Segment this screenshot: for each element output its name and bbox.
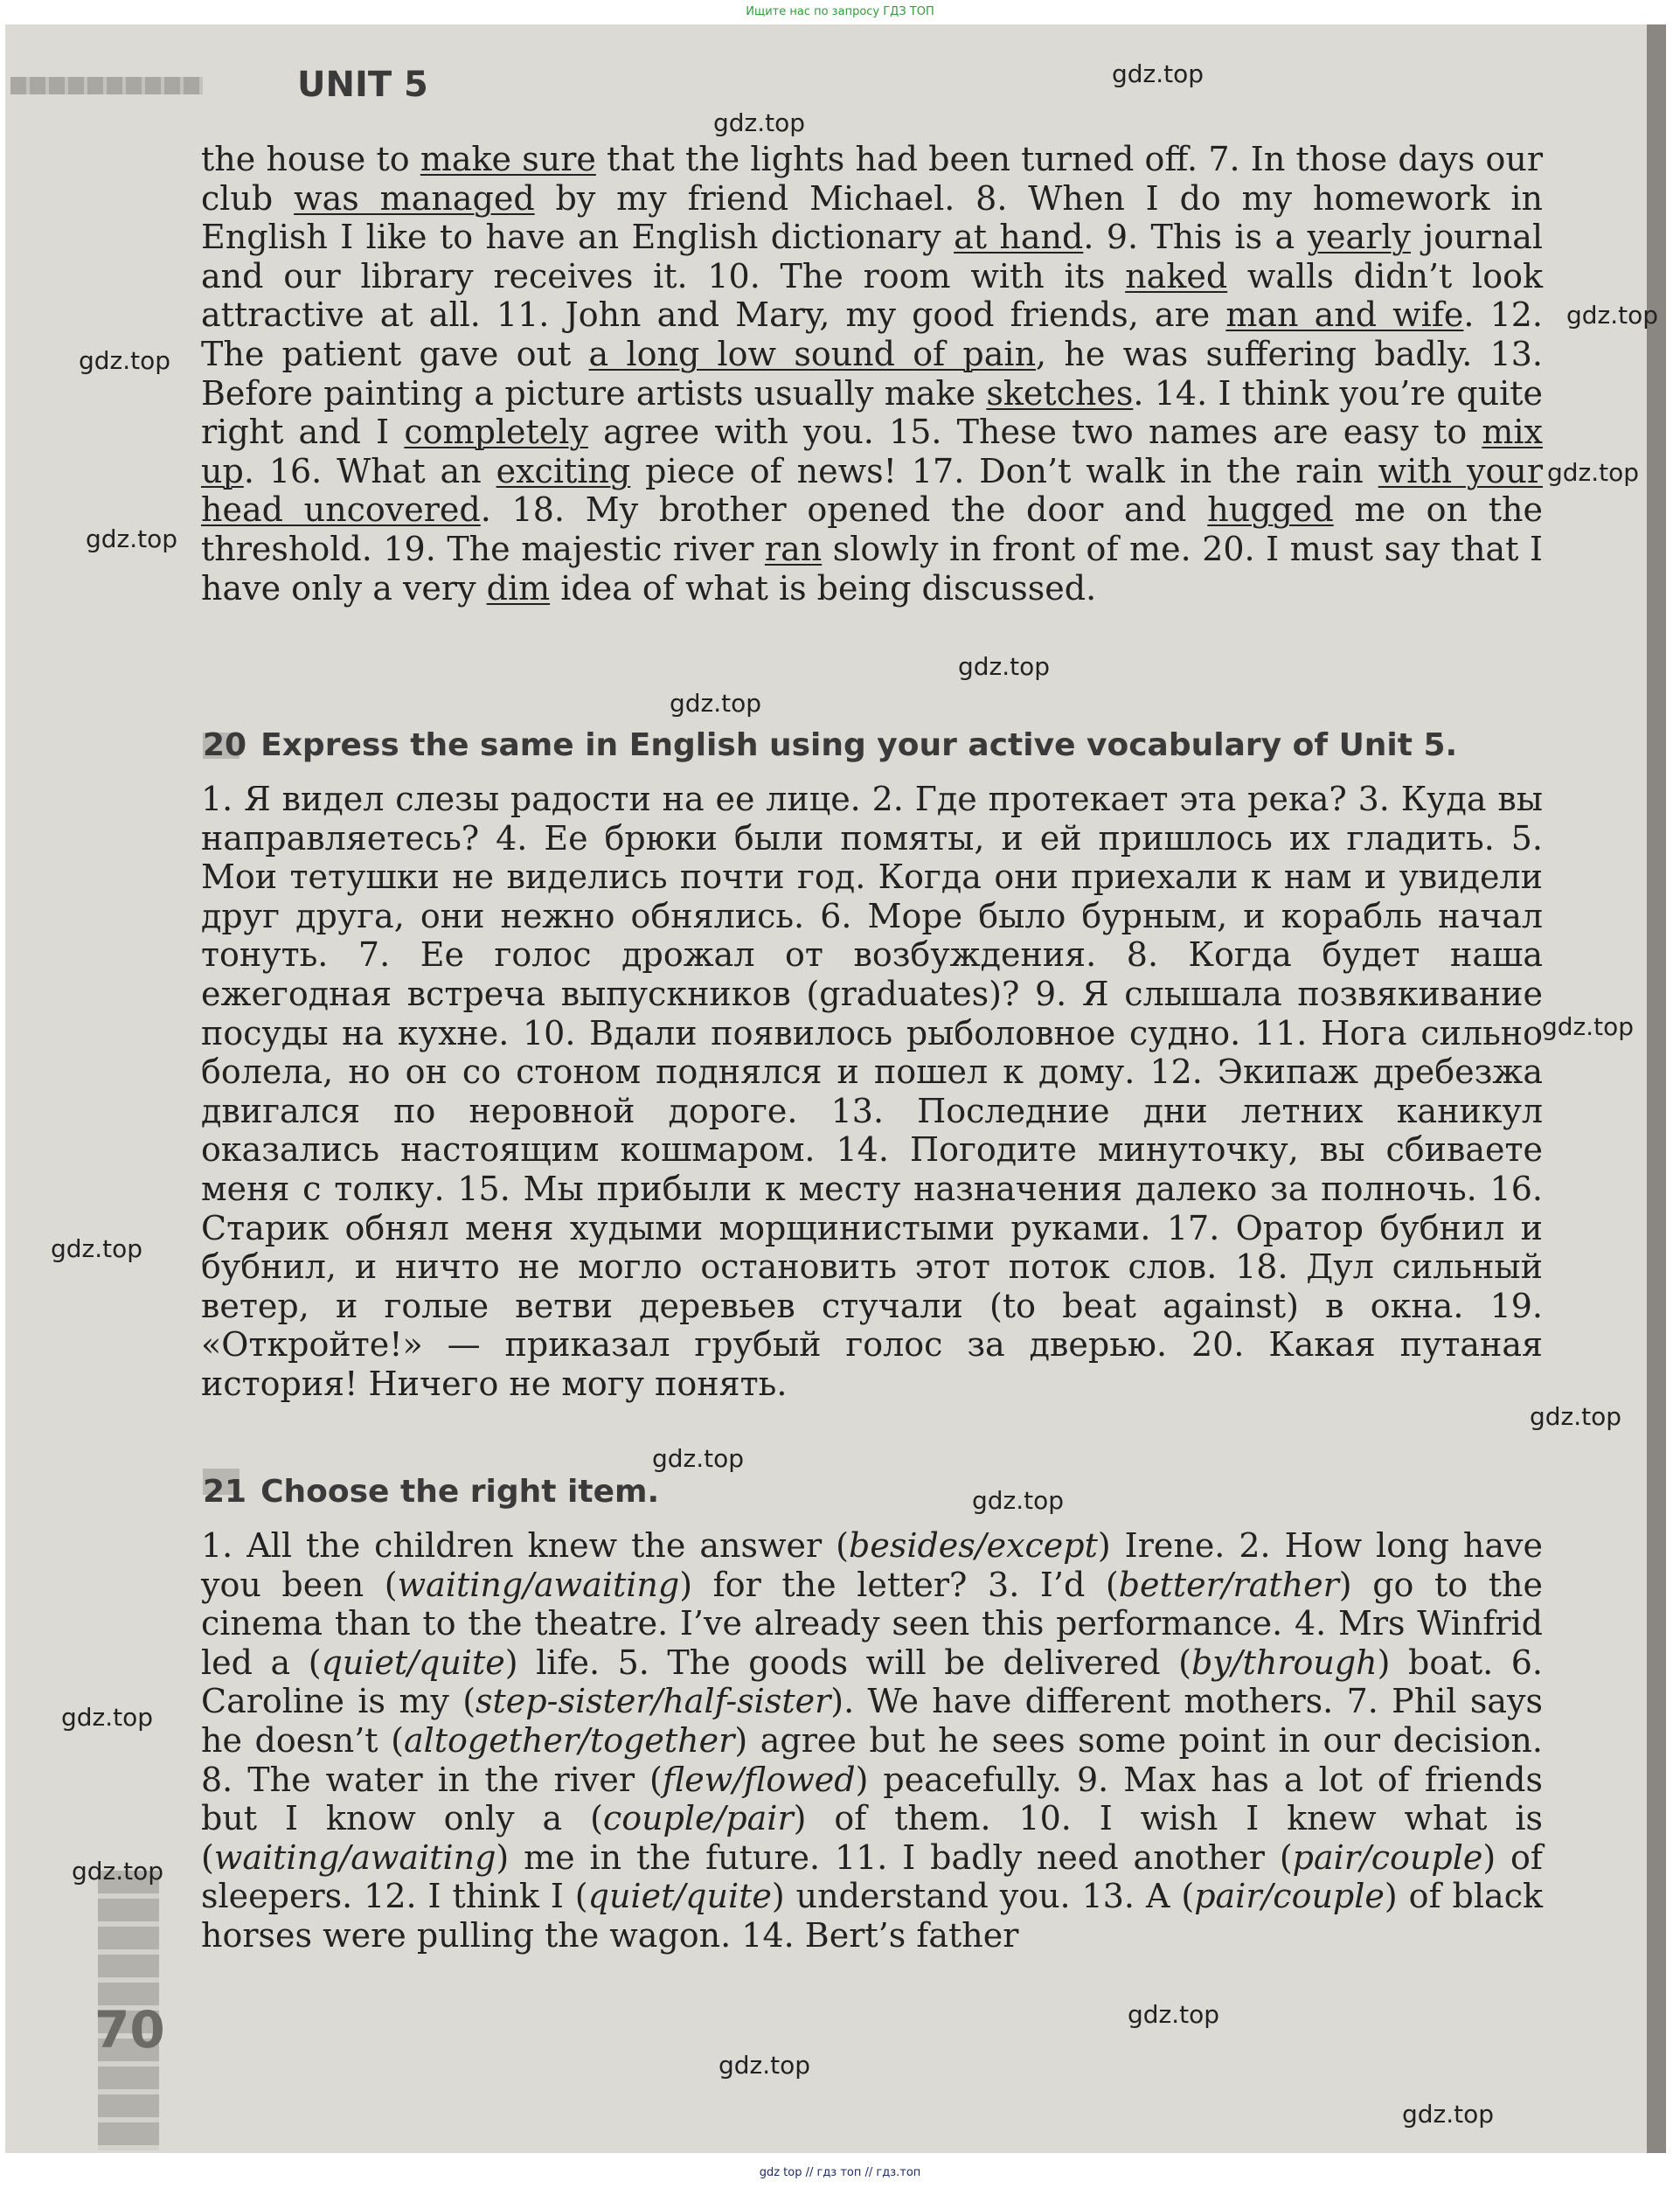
text-run: ) go to the cinema than to the theatre. I’ve already seen this performance. 4. Mrs Winfrid led a ( (201, 1565, 1543, 1682)
text-run: that the lights had been turned off. 7. In those days our club (201, 140, 1543, 218)
watermark: gdz.top (1547, 458, 1640, 487)
text-run: the house to (201, 140, 420, 178)
text-run: ) of them. 10. I wish I knew what is ( (201, 1799, 1543, 1877)
underlined-phrase: was managed (294, 178, 535, 218)
watermark: gdz.top (86, 524, 178, 553)
underlined-phrase: make sure (420, 140, 596, 178)
underlined-phrase: with your head uncovered (201, 451, 1544, 530)
choice-options: waiting/awaiting (213, 1837, 496, 1877)
choice-options: waiting/awaiting (397, 1565, 680, 1604)
text-run: ) boat. 6. Caroline is my ( (201, 1643, 1544, 1721)
underlined-phrase: at hand (954, 218, 1084, 257)
text-run: ) for the letter? 3. I’d ( (679, 1565, 1119, 1604)
text-run: journal and our library receives it. 10. The room with its (201, 218, 1544, 295)
text-run: agree with you. 15. These two names are easy to (587, 413, 1482, 452)
exercise-20-title: Express the same in English using your active vocabulary of Unit 5. (260, 727, 1458, 763)
text-run: ). We have different mothers. 7. Phil says he doesn’t ( (201, 1682, 1543, 1760)
underlined-phrase: man and wife (1225, 295, 1464, 335)
underlined-phrase: yearly (1307, 218, 1411, 257)
text-run: . 12. The patient gave out (201, 295, 1543, 373)
underlined-phrase: a long low sound of pain (588, 334, 1037, 373)
watermark: gdz.top (79, 346, 171, 375)
watermark: gdz.top (72, 1857, 164, 1886)
choice-options: flew/flowed (662, 1760, 856, 1799)
text-run: . 18. My brother opened the door and (480, 490, 1208, 530)
choice-options: couple/pair (602, 1799, 794, 1838)
watermark: gdz.top (51, 1234, 143, 1263)
watermark: gdz.top (1402, 2100, 1495, 2129)
choice-options: pair/couple (1194, 1877, 1385, 1916)
text-run: ) understand you. 13. A ( (771, 1877, 1195, 1916)
header-decoration (10, 77, 203, 94)
choice-options: altogether/together (403, 1720, 735, 1760)
text-run: , he was suffering badly. 13. Before painting a picture artists usually make (201, 334, 1544, 413)
page-number: 70 (94, 2000, 165, 2059)
watermark: gdz.top (1566, 301, 1659, 330)
watermark: gdz.top (972, 1486, 1065, 1515)
text-run: ) peacefully. 9. Max has a lot of friends but I know only a ( (201, 1760, 1543, 1838)
underlined-phrase: completely (404, 413, 588, 452)
choice-options: pair/couple (1292, 1837, 1483, 1877)
choice-options: besides/except (849, 1526, 1098, 1565)
text-run: idea of what is being discussed. (550, 568, 1097, 608)
choice-options: quiet/quite (321, 1643, 505, 1682)
underlined-phrase: dim (486, 568, 551, 608)
text-run: ) agree but he sees some point in our decision. 8. The water in the river ( (201, 1720, 1543, 1799)
underlined-phrase: hugged (1207, 490, 1334, 530)
underlined-phrase: exciting (496, 451, 631, 490)
text-run: ) of sleepers. 12. I think I ( (201, 1837, 1543, 1916)
bottom-notice: gdz top // гдз топ // гдз.топ (759, 2166, 921, 2179)
text-run: piece of news! 17. Don’t walk in the rain (630, 451, 1378, 490)
text-run: ) me in the future. 11. I badly need another ( (496, 1837, 1293, 1877)
exercise-19-continuation (201, 140, 1543, 608)
watermark: gdz.top (652, 1444, 745, 1473)
choice-options: better/rather (1118, 1565, 1339, 1604)
exercise-21-heading (203, 1474, 1545, 1510)
text-run: slowly in front of me. 20. I must say that I have only a very (201, 529, 1543, 608)
text-run: . 16. What an (243, 451, 496, 490)
choice-options: by/through (1191, 1643, 1378, 1682)
watermark: gdz.top (61, 1703, 154, 1732)
underlined-phrase: ran (764, 529, 823, 568)
exercise-21-title: Choose the right item. (260, 1474, 660, 1510)
text-run: ) of black horses were pulling the wagon. 14. Bert’s father (201, 1877, 1543, 1955)
underlined-phrase: sketches (986, 373, 1134, 413)
exercise-20-heading (203, 727, 1545, 763)
text-run: . 9. This is a (1083, 218, 1308, 257)
text-run: . 14. I think you’re quite right and I (201, 373, 1543, 452)
watermark: gdz.top (670, 689, 762, 718)
watermark: gdz.top (713, 108, 806, 137)
text-run: ) life. 5. The goods will be delivered ( (504, 1643, 1191, 1682)
unit-title: UNIT 5 (297, 65, 428, 105)
watermark: gdz.top (1128, 2000, 1220, 2029)
exercise-20-number: 20 (203, 727, 247, 763)
top-notice: Ищите нас по запросу ГДЗ ТОП (746, 5, 934, 18)
exercise-21-text (201, 1526, 1543, 1955)
watermark: gdz.top (1542, 1012, 1635, 1041)
watermark: gdz.top (719, 2051, 811, 2080)
watermark: gdz.top (1112, 59, 1204, 88)
exercise-21-number: 21 (203, 1474, 247, 1510)
text-run: by my friend Michael. 8. When I do my homework in English I like to have an English dictionary (201, 178, 1543, 257)
underlined-phrase: mix up (201, 413, 1543, 490)
choice-options: step-sister/half-sister (476, 1682, 831, 1721)
text-run: walls didn’t look attractive at all. 11. John and Mary, my good friends, are (201, 256, 1543, 335)
watermark: gdz.top (958, 652, 1051, 681)
watermark: gdz.top (1530, 1402, 1622, 1431)
choice-options: quiet/quite (587, 1877, 772, 1916)
text-run: me on the threshold. 19. The majestic river (201, 490, 1544, 568)
text-run: ) Irene. 2. How long have you been ( (201, 1526, 1544, 1604)
text-run: 1. All the children knew the answer ( (201, 1526, 849, 1565)
underlined-phrase: naked (1125, 256, 1228, 295)
exercise-20-text: 1. Я видел слезы радости на ее лице. 2. Где протекает эта река? 3. Куда вы направляетесь? 4. Ее брюки были помяты, и ей пришлось их гладить. 5. Мои тетушки не виделись почти год. Когда они приехали к нам и увидели друг друга, они нежно обнялись. 6. Море было бурным, и корабль начал тонуть. 7. Ее голос дрожал от возбуждения. 8. Когда будет наша ежегодная встреча выпускников (graduates)? 9. Я слышала позвякивание посуды на кухне. 10. Вдали появилось рыболовное судно. 11. Нога сильно болела, но он со стоном поднялся и пошел к дому. 12. Экипаж дребезжа двигался по неровной дороге. 13. Последние дни летних каникул оказались настоящим кошмаром. 14. Погодите минуточку, вы сбиваете меня с толку. 15. Мы прибыли к месту назначения далеко за полночь. 16. Старик обнял меня худыми морщинистыми руками. 17. Оратор бубнил и бубнил, и ничто не могло остановить этот поток слов. 18. Дул сильный ветер, и голые ветви деревьев стучали (to beat against) в окна. 19. «Откройте!» — приказал грубый голос за дверью. 20. Какая путаная история! Ничего не могу понять. (201, 780, 1543, 1403)
